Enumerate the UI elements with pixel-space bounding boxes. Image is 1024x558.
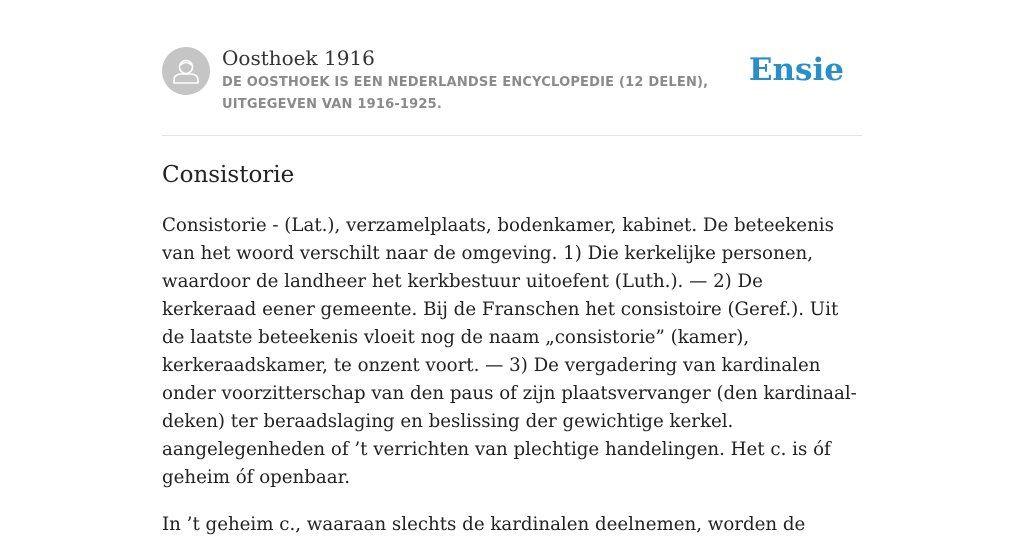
source-title[interactable]: Oosthoek 1916 (222, 46, 375, 70)
header-divider (162, 135, 862, 136)
article-paragraph: In ’t geheim c., waaraan slechts de kardinalen deelnemen, worden de (162, 514, 806, 535)
source-header (162, 44, 862, 135)
source-description: DE OOSTHOEK IS EEN NEDERLANDSE ENCYCLOPEDIE (12 DELEN), UITGEGEVEN VAN 1916-1925. (222, 75, 709, 112)
ensie-logo[interactable]: Ensie (748, 52, 844, 88)
article-paragraph: Consistorie - (Lat.), verzamelplaats, bodenkamer, kabinet. De beteekenis van het woord verschilt naar de omgeving. 1) Die kerkelijke personen, waardoor de landheer het kerkbestuur uitoefent (Luth.). — 2) De kerkeraad eener gemeente. Bij de Franschen het consistoire (Geref.). Uit de laatste beteekenis vloeit nog de naam „consistorie” (kamer), kerkeraadskamer, te onzent voort. — 3) De vergadering van kardinalen onder voorzitterschap van den paus of zijn plaatsvervanger (den kardinaal-deken) ter beraadslaging en beslissing der gewichtige kerkel. aangelegenheden of ’t verrichten van plechtige handelingen. Het c. is óf geheim óf openbaar. (162, 215, 857, 488)
user-icon (162, 47, 210, 95)
article-body (162, 212, 862, 558)
avatar[interactable] (162, 47, 210, 95)
article-title: Consistorie (162, 162, 295, 188)
